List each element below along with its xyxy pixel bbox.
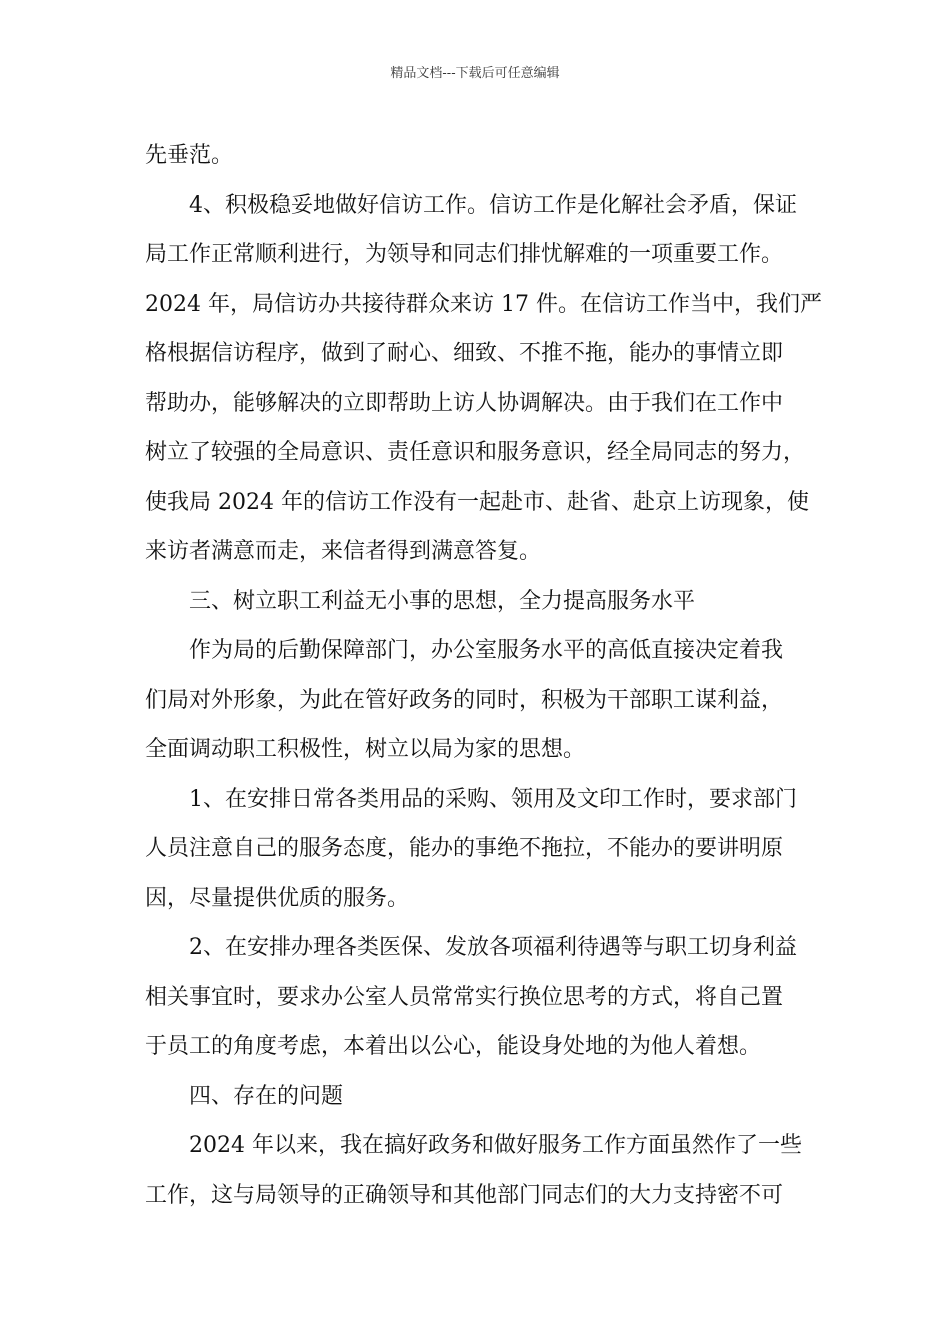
page-header: 精品文档---下载后可任意编辑 (390, 66, 560, 81)
text-line: 2024 年，局信访办共接待群众来访 17 件。在信访工作当中，我们严 (145, 291, 822, 317)
text-line: 使我局 2024 年的信访工作没有一起赴市、赴省、赴京上访现象，使 (145, 489, 809, 515)
document-body (145, 131, 825, 1220)
text-line: 帮助办，能够解决的立即帮助上访人协调解决。由于我们在工作中 (145, 390, 784, 416)
text-line: 2、在安排办理各类医保、发放各项福利待遇等与职工切身利益 (189, 935, 797, 960)
text-line: 来访者满意而走，来信者得到满意答复。 (145, 539, 542, 564)
text-line: 因，尽量提供优质的服务。 (145, 885, 410, 911)
text-line: 格根据信访程序，做到了耐心、细致、不推不拖，能办的事情立即 (145, 341, 784, 366)
section-heading: 三、树立职工利益无小事的思想，全力提高服务水平 (189, 588, 696, 614)
text-line: 人员注意自己的服务态度，能办的事绝不拖拉，不能办的要讲明原 (145, 836, 784, 861)
text-line: 相关事宜时，要求办公室人员常常实行换位思考的方式，将自己置 (145, 984, 784, 1010)
text-line: 2024 年以来，我在搞好政务和做好服务工作方面虽然作了一些 (189, 1133, 802, 1158)
text-line: 工作，这与局领导的正确领导和其他部门同志们的大力支持密不可 (145, 1182, 784, 1208)
text-line: 全面调动职工积极性，树立以局为家的思想。 (145, 737, 586, 762)
section-heading: 四、存在的问题 (189, 1083, 344, 1109)
text-line: 1、在安排日常各类用品的采购、领用及文印工作时，要求部门 (189, 786, 797, 812)
text-line: 4、积极稳妥地做好信访工作。信访工作是化解社会矛盾，保证 (189, 192, 797, 218)
text-line: 局工作正常顺利进行，为领导和同志们排忧解难的一项重要工作。 (145, 242, 784, 267)
text-line: 树立了较强的全局意识、责任意识和服务意识，经全局同志的努力， (145, 440, 806, 465)
text-line: 先垂范。 (145, 143, 234, 168)
text-line: 于员工的角度考虑，本着出以公心，能设身处地的为他人着想。 (145, 1034, 762, 1059)
text-line: 们局对外形象，为此在管好政务的同时，积极为干部职工谋利益， (145, 687, 784, 713)
text-line: 作为局的后勤保障部门，办公室服务水平的高低直接决定着我 (189, 638, 784, 663)
